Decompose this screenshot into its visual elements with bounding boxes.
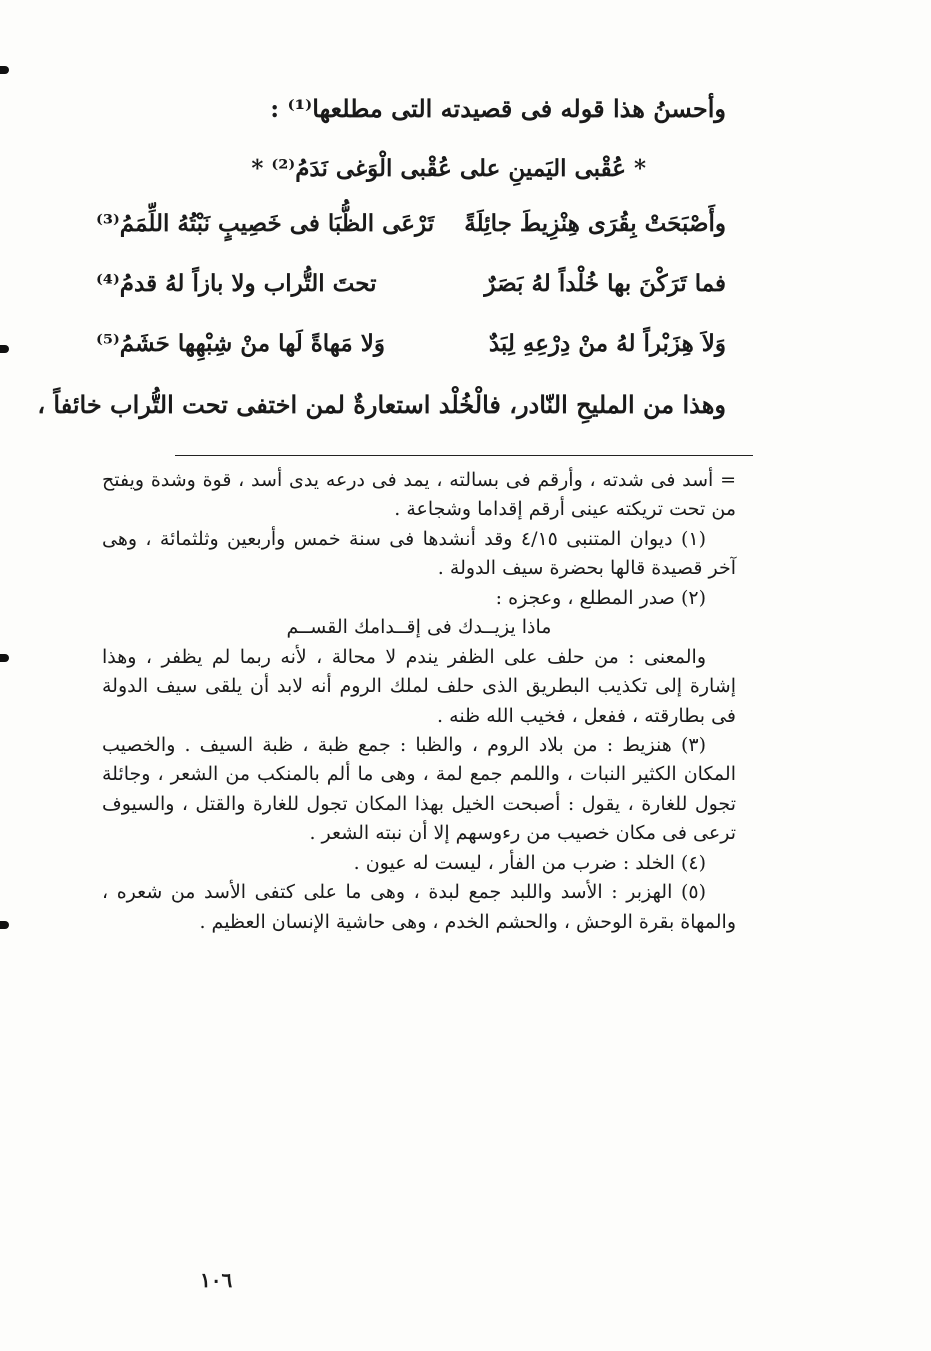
page-number: ١٠٦ (200, 1268, 233, 1292)
footnote-2: (٢) صدر المطلع ، وعجزه : (495, 586, 706, 609)
verse-second-hemistich: وَلا مَهاةً لَها منْ شِبْهِها حَشَمُ⁽⁵⁾ (96, 330, 385, 357)
verse-first-hemistich: وأَصْبَحَتْ بِقُرَى هِنْزِيطَ جائِلَةً (464, 210, 726, 237)
verse-line (96, 210, 726, 237)
footnote-continuation: = أسد فى شدته ، وأرقم فى بسالته ، يمد فى درعه يدى أسد ، قوة وشدة ويفتح من تحت تريكته عينى أرقم إقداما وشجاعة . (102, 469, 736, 521)
verse-first-hemistich: وَلاَ هِزَبْراً لهُ منْ دِرْعِهِ لِبَدٌ (488, 330, 726, 357)
footnote-5: (٥) الهزبر : الأسد واللبد جمع لبدة ، وهى ما على كتفى الأسد من شعره ، والمهاة بقرة الوحش ، والحشم الخدم ، وهى حاشية الإنسان العظيم . (102, 881, 736, 933)
verse-first-hemistich: فما تَرَكْنَ بها خُلْداً لهُ بَصَرٌ (484, 270, 726, 297)
footnote-4: (٤) الخلد : ضرب من الفأر ، ليست له عيون . (353, 851, 706, 874)
verse-line (96, 270, 726, 297)
scan-edge-mark (0, 921, 9, 929)
scan-edge-mark (0, 654, 9, 662)
scan-edge-mark (0, 345, 9, 353)
scan-edge-mark (0, 66, 9, 74)
verse-second-hemistich: تحتَ التُّراب ولا بازاً لهُ قدمُ⁽⁴⁾ (96, 270, 377, 297)
closing-line: وهذا من المليحِ النّادر، فالْخُلْد استعارةٌ لمن اختفى تحت التُّراب خائفاً ، (37, 390, 726, 419)
verse-line (96, 330, 726, 357)
footnote-3: (٣) هنزيط : من بلاد الروم ، والظبا : جمع ظبة ، ظبة السيف . والخصيب المكان الكثير النبات ، واللمم جمع لمة ، وهى ما ألم بالمنكب من الشعر ، وجائلة تجول للغارة ، يقول : أصبحت الخيل بهذا المكان تجول للغارة والقتل ، والسيوف ترعى فى مكان خصيب من رءوسهم إلا أن نبته الشعر . (102, 733, 736, 845)
footnote-divider (175, 455, 753, 456)
opening-hemistich: * عُقْبى اليَمينِ على عُقْبى الْوَغى نَدَمُ⁽²⁾ * (251, 155, 646, 182)
footnote-2-verse: ماذا يزيــدك فى إقــدامك القســم (286, 616, 552, 639)
intro-line: وأحسنُ هذا قوله فى قصيدته التى مطلعها⁽¹⁾ : (270, 94, 726, 123)
footnote-1: (١) ديوان المتنبى ٤/١٥ وقد أنشدها فى سنة خمس وأربعين وثلثمائة ، وهى آخر قصيدة قالها بحضرة سيف الدولة . (102, 527, 736, 580)
footnotes (102, 466, 736, 937)
footnote-2-explanation: والمعنى : من حلف على الظفر يندم لا محالة ، لأنه ربما لم يظفر ، وهذا إشارة إلى تكذيب البطريق الذى حلف لملك الروم أنه لابد أن يلقى سيف الدولة فى بطارقته ، ففعل ، فخيب الله ظنه . (102, 645, 736, 727)
verse-second-hemistich: تَرْعَى الظُّبَا فى خَصِيبٍ نَبْتُهُ اللِّمَمُ⁽³⁾ (96, 210, 435, 237)
